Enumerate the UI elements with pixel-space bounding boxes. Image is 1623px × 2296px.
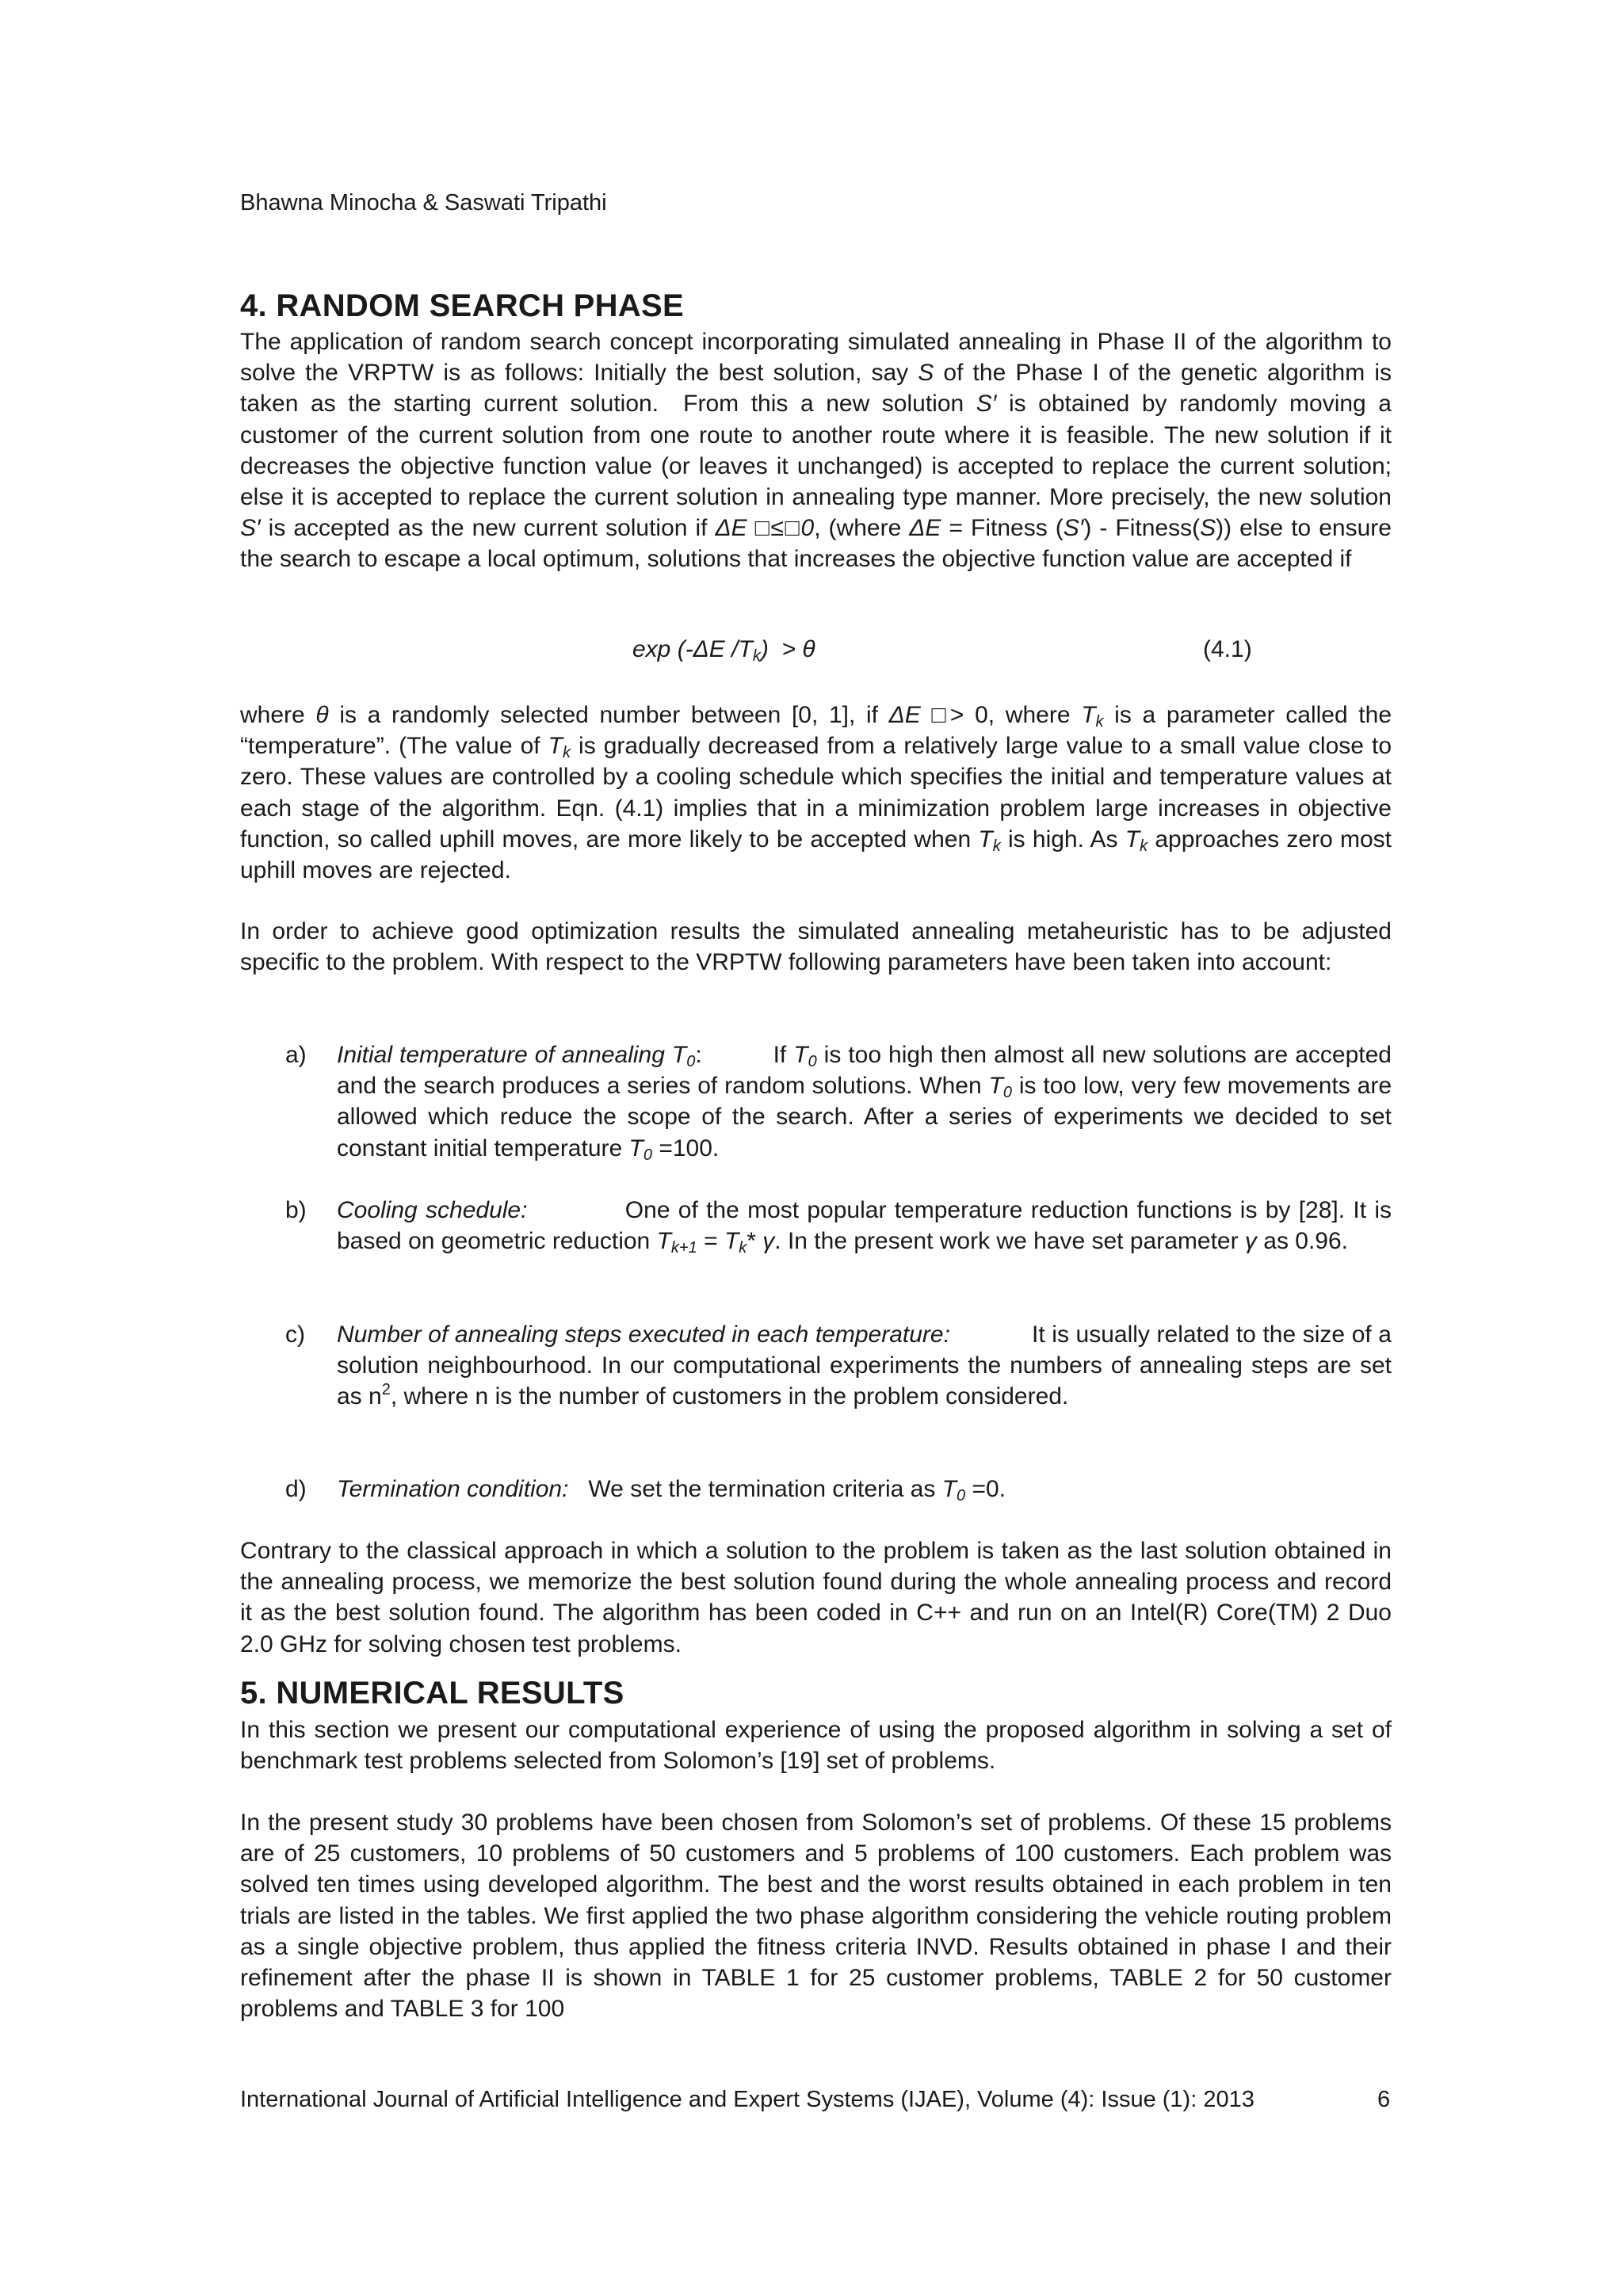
section-5-paragraph-2: In the present study 30 problems have been chosen from Solomon’s set of problems. Of these 15 problems are of 25 customers, 10 problems of 50 customers and 5 problems of 100 customers. Each problem was solved ten times using developed algorithm. The best and the worst results obtained in each problem in ten trials are listed in the tables. We first applied the two phase algorithm considering the vehicle routing problem as a single objective problem, thus applied the fitness criteria INVD. Results obtained in phase I and their refinement after the phase II is shown in TABLE 1 for 25 customer problems, TABLE 2 for 50 customer problems and TABLE 3 for 100 xyxy=(240,1810,1392,2023)
running-header-authors: Bhawna Minocha & Saswati Tripathi xyxy=(240,190,607,215)
list-item-d: d) Termination condition: We set the termination criteria as $T_0 =0$. xyxy=(285,1474,1392,1505)
temperature-paragraph: where θ is a randomly selected number between [0, 1], if ΔE □> 0, where $T_k$ is a parameter called the “temperature”. (The value of $T_k$ is gradually decreased from a relatively large value to a small value close to zero. These values are controlled by a cooling schedule which specifies the initial and temperature values at each stage of the algorithm. Eqn. (4.1) implies that in a minimization problem large increases in objective function, so called uphill moves, are more likely to be accepted when $T_k$ is high. As $T_k$ approaches zero most uphill moves are rejected. xyxy=(240,702,1392,884)
page-number: 6 xyxy=(1377,2087,1391,2112)
list-item-b-label: b) xyxy=(285,1197,307,1223)
list-item-c: c) Number of annealing steps executed in each temperature: It is usually related to the size of a solution neighbourhood. In our computational experiments the numbers of annealing steps are set as $n^2$, where n is the number of customers in the problem considered. xyxy=(285,1319,1392,1413)
section-4-paragraph-1: The application of random search concept incorporating simulated annealing in Phase II of the algorithm to solve the VRPTW is as follows: Initially the best solution, say S of the Phase I of the genetic algorithm is taken as the starting current solution. From this a new solution S′ is obtained by randomly moving a customer of the current solution from one route to another route where it is feasible. The new solution if it decreases the objective function value (or leaves it unchanged) is accepted to replace the current solution; else it is accepted to replace the current solution in annealing type manner. More precisely, the new solution S′ is accepted as the new current solution if ΔE □≤□0, (where ΔE = Fitness (S′) - Fitness(S)) else to ensure the search to escape a local optimum, solutions that increases the objective function value are accepted if xyxy=(240,329,1392,573)
equation-4-1: exp (-ΔE $/T_k) > \theta$ xyxy=(632,636,815,665)
equation-number: (4.1) xyxy=(1203,636,1252,662)
list-item-b: b) Cooling schedule: One of the most popular temperature reduction functions is by [28]. It is based on geometric reduction $T_{k+1} = T_k*$ γ. In the present work we have set parameter γ as 0.96. xyxy=(285,1195,1392,1257)
footer-journal: International Journal of Artificial Intelligence and Expert Systems (IJAE), Volume (4): Issue (1): 2013 xyxy=(240,2087,1254,2112)
list-item-a-label: a) xyxy=(285,1042,307,1068)
parameters-intro-paragraph: In order to achieve good optimization results the simulated annealing metaheuristic has to be adjusted specific to the problem. With respect to the VRPTW following parameters have been taken into account: xyxy=(240,918,1392,976)
section-4-heading: 4. RANDOM SEARCH PHASE xyxy=(240,288,684,323)
list-item-d-label: d) xyxy=(285,1476,307,1502)
list-item-a: a) Initial temperature of annealing $T_0$: If $T_0$ is too high then almost all new solutions are accepted and the search produces a series of random solutions. When $T_0$ is too low, very few movements are allowed which reduce the scope of the search. After a series of experiments we decided to set constant initial temperature $T_0 =100$. xyxy=(285,1039,1392,1164)
section-5-paragraph-1: In this section we present our computational experience of using the proposed algorithm in solving a set of benchmark test problems selected from Solomon’s [19] set of problems. xyxy=(240,1717,1392,1775)
section-5-heading: 5. NUMERICAL RESULTS xyxy=(240,1676,624,1711)
list-item-d-title: Termination condition: xyxy=(337,1476,569,1502)
conclusion-paragraph: Contrary to the classical approach in which a solution to the problem is taken as the last solution obtained in the annealing process, we memorize the best solution found during the whole annealing process and record it as the best solution found. The algorithm has been coded in C++ and run on an Intel(R) Core(TM) 2 Duo 2.0 GHz for solving chosen test problems. xyxy=(240,1538,1392,1657)
list-item-c-label: c) xyxy=(285,1322,305,1348)
list-item-c-title: Number of annealing steps executed in each temperature: xyxy=(337,1322,950,1348)
